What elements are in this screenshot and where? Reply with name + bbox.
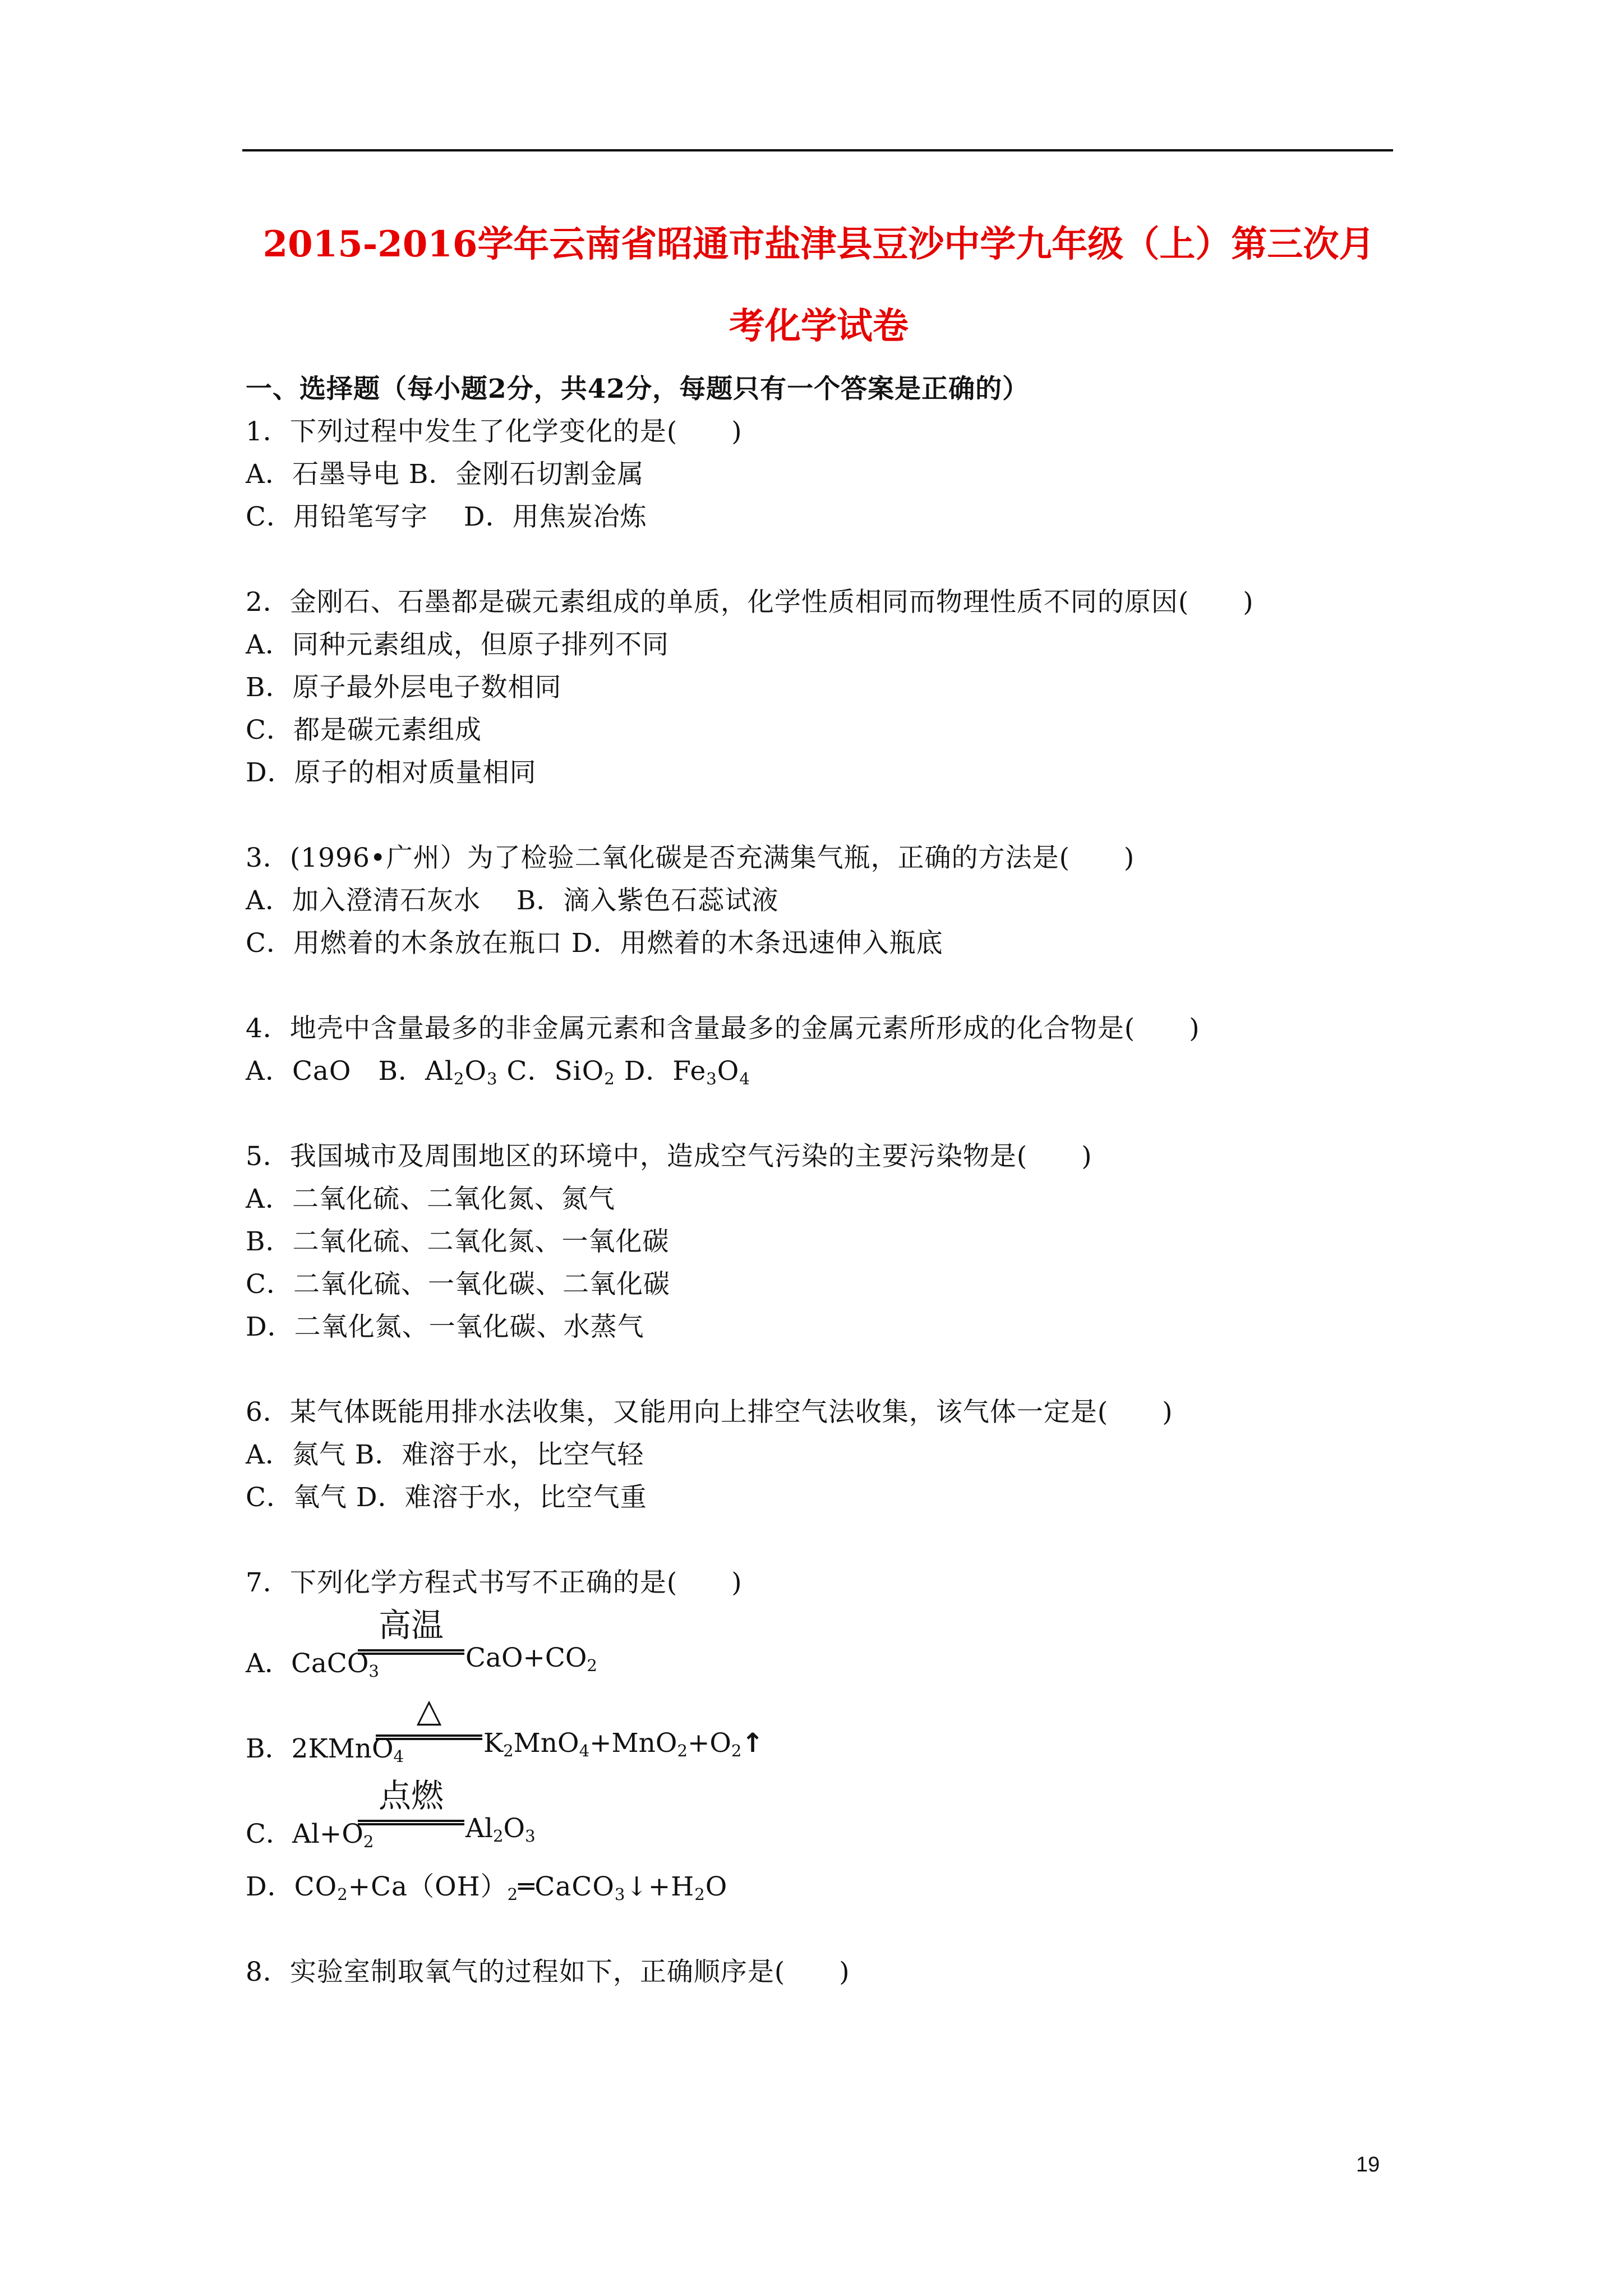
question-2-option-d: D．原子的相对质量相同 [246, 757, 537, 788]
question-1-options-row-2: C．用铅笔写字 D．用焦炭冶炼 [246, 501, 647, 532]
header-rule [242, 149, 1393, 151]
page-number: 19 [1356, 2153, 1380, 2177]
question-1-options-row-1: A．石墨导电 B．金刚石切割金属 [246, 459, 644, 490]
question-2-option-c: C．都是碳元素组成 [246, 715, 482, 746]
page-title-line-1: 2015-2016学年云南省昭通市盐津县豆沙中学九年级（上）第三次月 [262, 223, 1375, 265]
question-4-stem: 4．地壳中含量最多的非金属元素和含量最多的金属元素所形成的化合物是( ) [246, 1013, 1200, 1044]
question-3-options-row-2: C．用燃着的木条放在瓶口 D．用燃着的木条迅速伸入瓶底 [246, 928, 943, 959]
question-6-options-row-1: A．氮气 B．难溶于水，比空气轻 [246, 1439, 644, 1470]
question-2-option-a: A．同种元素组成，但原子排列不同 [246, 629, 669, 660]
question-6-options-row-2: C．氧气 D．难溶于水，比空气重 [246, 1482, 647, 1513]
section-heading: 一、选择题（每小题2分，共42分，每题只有一个答案是正确的） [246, 374, 1030, 404]
question-5-option-c: C．二氧化硫、一氧化碳、二氧化碳 [246, 1269, 670, 1300]
question-5-option-a: A．二氧化硫、二氧化氮、氮气 [246, 1184, 615, 1214]
equals-bar [376, 1734, 482, 1740]
question-2-stem: 2．金刚石、石墨都是碳元素组成的单质，化学性质相同而物理性质不同的原因( ) [246, 587, 1254, 618]
question-5-stem: 5．我国城市及周围地区的环境中，造成空气污染的主要污染物是( ) [246, 1141, 1092, 1172]
question-4-options: A．CaO B．$Al_2O_3$ C．SiO$_2$ D．$Fe_3O_4$ [246, 1056, 750, 1089]
question-7-stem: 7．下列化学方程式书写不正确的是( ) [246, 1567, 743, 1598]
equals-bar [358, 1649, 464, 1655]
reaction-condition: 点燃 [378, 1777, 444, 1815]
question-8-stem: 8．实验室制取氧气的过程如下，正确顺序是( ) [246, 1957, 850, 1987]
question-2-option-b: B．原子最外层电子数相同 [246, 672, 562, 703]
question-3-options-row-1: A．加入澄清石灰水 B．滴入紫色石蕊试液 [246, 885, 779, 916]
equals-bar [358, 1820, 464, 1825]
question-1-stem: 1．下列过程中发生了化学变化的是( ) [246, 416, 743, 447]
question-6-stem: 6．某气体既能用排水法收集，又能用向上排空气法收集，该气体一定是( ) [246, 1397, 1173, 1428]
reaction-condition: △ [416, 1691, 442, 1729]
question-5-option-d: D．二氧化氮、一氧化碳、水蒸气 [246, 1312, 644, 1342]
question-5-option-b: B．二氧化硫、二氧化氮、一氧化碳 [246, 1226, 670, 1257]
page-title-line-2: 考化学试卷 [729, 305, 909, 347]
reaction-condition: 高温 [378, 1606, 444, 1644]
question-7-option-d: D．$CO_2+Ca(OH)_2═CaCO_3↓+H_2O$ [246, 1871, 728, 1904]
question-3-stem: 3．(1996•广州）为了检验二氧化碳是否充满集气瓶，正确的方法是( ) [246, 843, 1135, 873]
